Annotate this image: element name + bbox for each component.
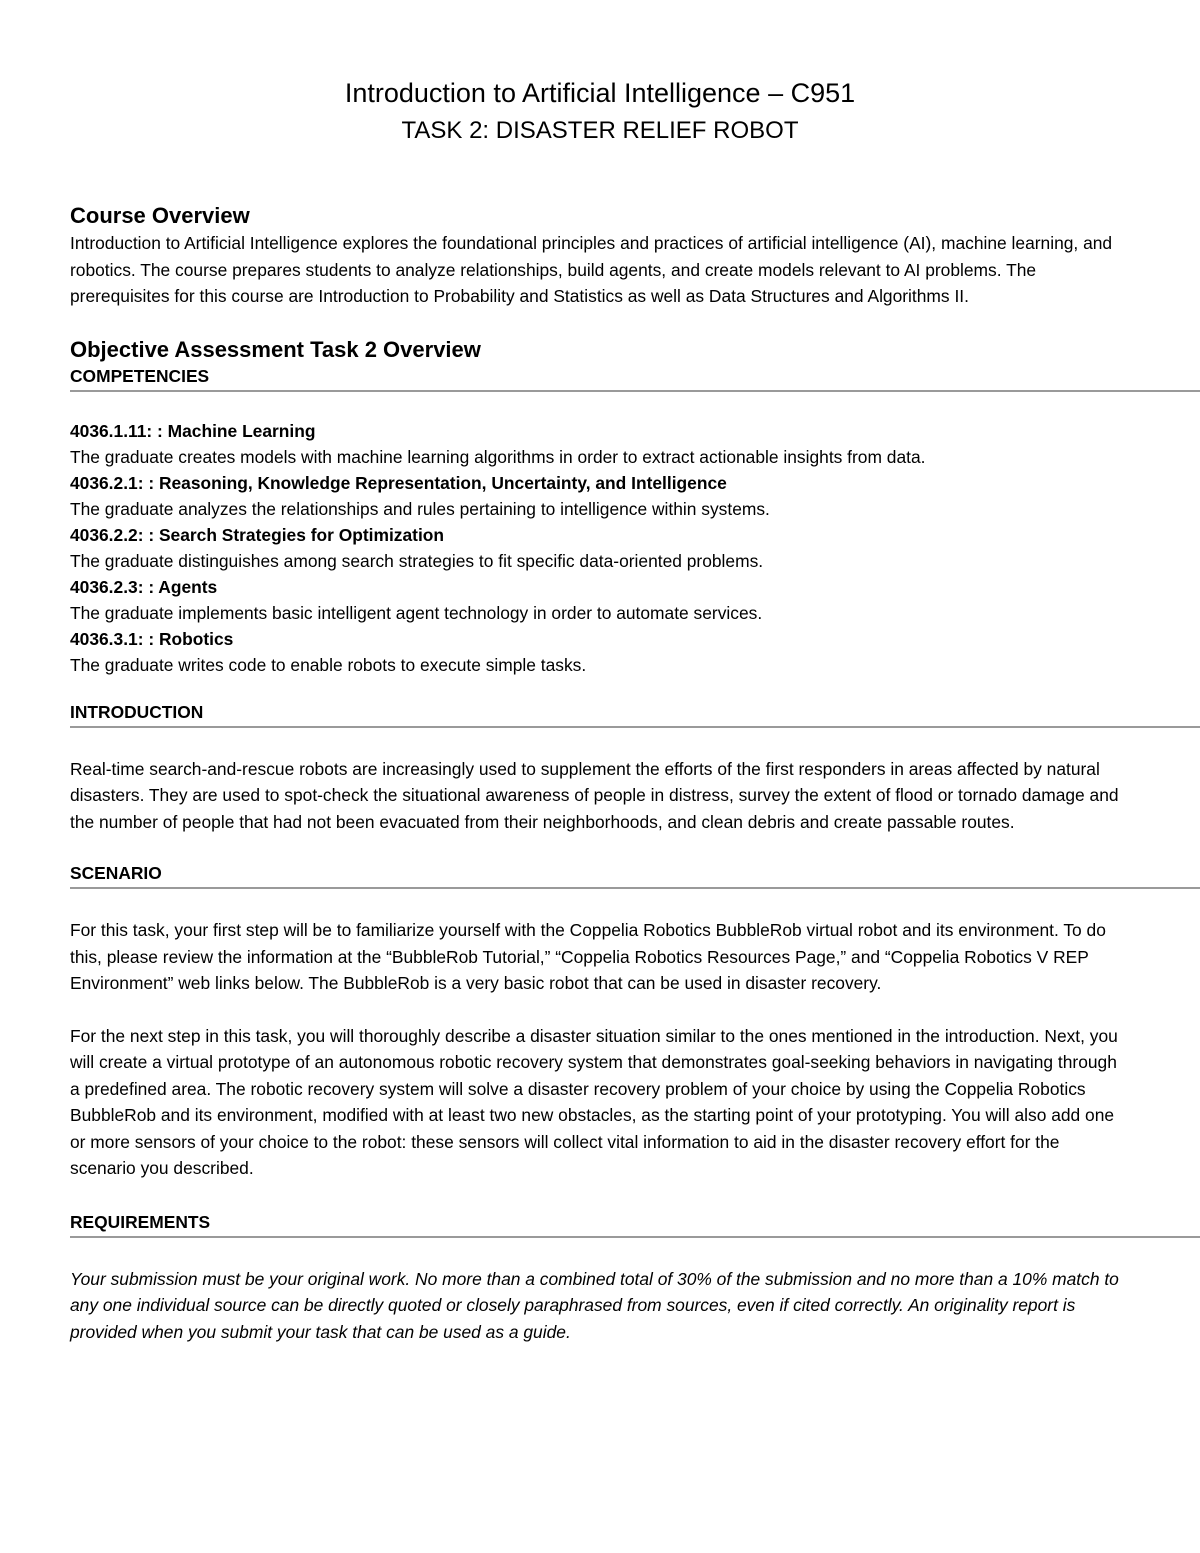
competency-description: The graduate creates models with machine learning algorithms in order to extract actionable insights from data. bbox=[70, 446, 926, 467]
competency-item bbox=[70, 626, 1200, 678]
scenario-label: SCENARIO bbox=[70, 861, 1200, 889]
competency-title: 4036.2.1: : Reasoning, Knowledge Representation, Uncertainty, and Intelligence bbox=[70, 472, 727, 493]
requirements-text: Your submission must be your original work. No more than a combined total of 30% of the submission and no more than a 10% match to any one individual source can be directly quoted or closely paraphrased from sources, even if cited correctly. An originality report is provided when you submit your task that can be used as a guide. bbox=[70, 1268, 1119, 1342]
competencies-label: COMPETENCIES bbox=[70, 364, 1200, 392]
competency-list bbox=[70, 418, 1200, 678]
competency-item bbox=[70, 574, 1200, 626]
document-subtitle: TASK 2: DISASTER RELIEF ROBOT bbox=[401, 117, 799, 144]
competency-item bbox=[70, 470, 1200, 522]
competency-description: The graduate implements basic intelligent agent technology in order to automate services. bbox=[70, 602, 763, 623]
introduction-text: Real-time search-and-rescue robots are increasingly used to supplement the efforts of the first responders in areas affected by natural disasters. They are used to spot-check the situational awareness of people in distress, survey the extent of flood or tornado damage and the number of people that had not been evacuated from their neighborhoods, and clean debris and create passable routes. bbox=[70, 758, 1119, 832]
scenario-paragraph-2: For the next step in this task, you will thoroughly describe a disaster situation similar to the ones mentioned in the introduction. Next, you will create a virtual prototype of an autonomous robotic recovery system that demonstrates goal-seeking behaviors in navigating through a predefined area. The robotic recovery system will solve a disaster recovery problem of your choice by using the Coppelia Robotics BubbleRob and its environment, modified with at least two new obstacles, as the starting point of your prototyping. You will also add one or more sensors of your choice to the robot: these sensors will collect vital information to aid in the disaster recovery effort for the scenario you described. bbox=[70, 1025, 1118, 1178]
objective-heading: Objective Assessment Task 2 Overview bbox=[70, 336, 481, 362]
title-block bbox=[70, 74, 1130, 150]
scenario-paragraph-1: For this task, your first step will be to familiarize yourself with the Coppelia Robotics BubbleRob virtual robot and its environment. To do this, please review the information at the “BubbleRob Tutorial,” “Coppelia Robotics Resources Page,” and “Coppelia Robotics V REP Environment” web links below. The BubbleRob is a very basic robot that can be used in disaster recovery. bbox=[70, 920, 1106, 993]
requirements-label: REQUIREMENTS bbox=[70, 1210, 1200, 1238]
competency-description: The graduate distinguishes among search strategies to fit specific data-oriented problems. bbox=[70, 550, 764, 571]
competency-title: 4036.3.1: : Robotics bbox=[70, 628, 234, 649]
document-page bbox=[70, 0, 1200, 1345]
document-title: Introduction to Artificial Intelligence – C951 bbox=[344, 78, 856, 108]
course-overview-text: Introduction to Artificial Intelligence explores the foundational principles and practices of artificial intelligence (AI), machine learning, and robotics. The course prepares students to analyze relationships, build agents, and create models relevant to AI problems. The prerequisites for this course are Introduction to Probability and Statistics as well as Data Structures and Algorithms II. bbox=[70, 233, 1113, 306]
competency-title: 4036.2.2: : Search Strategies for Optimization bbox=[70, 524, 445, 545]
competency-title: 4036.1.11: : Machine Learning bbox=[70, 420, 316, 441]
competency-item bbox=[70, 418, 1200, 470]
competency-description: The graduate analyzes the relationships and rules pertaining to intelligence within systems. bbox=[70, 498, 770, 519]
competency-item bbox=[70, 522, 1200, 574]
competency-description: The graduate writes code to enable robots to execute simple tasks. bbox=[70, 654, 587, 675]
competency-title: 4036.2.3: : Agents bbox=[70, 576, 218, 597]
introduction-label: INTRODUCTION bbox=[70, 700, 1200, 728]
course-overview-heading: Course Overview bbox=[70, 203, 250, 228]
